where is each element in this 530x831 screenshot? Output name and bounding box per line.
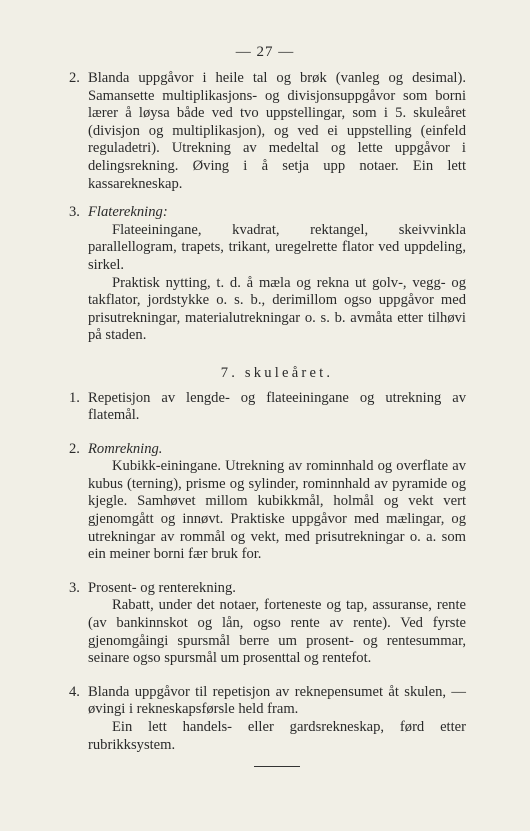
section-heading: 7. skuleåret. [220,364,334,381]
item-paragraph: Rabatt, under det notaer, forteneste og tap, assuranse, rente (av bankinnskot og lån, ogso rente av rente). Ved fyrste gjenomgåingi spursmål berre um prosent- og rentesummar, seinare ogso spursmål um prosenttal og rentefot. [88,597,466,667]
item-text: Repetisjon av lengde- og flateeiningane og utrekning av flatemål. [88,389,466,424]
item-number: 3. [69,204,80,221]
list-item-6-3 [69,204,466,345]
page-number: — 27 — [235,44,295,60]
item-paragraph: Kubikk-einingane. Utrekning av rominnhald og overflate av kubus (terning), prisme og sylinder, rominnhald av pyramide og kjegle. Samhøvet millom kubikkmål, holmål og vekt vert gjenomgått og innøvt. Praktiske uppgåvor med mælingar, og utrekningar av rommål og vekt, med prisutrekningar o. a. som ein meiner borni fær bruk for. [88,458,466,563]
item-number: 2. [69,440,80,457]
item-number: 1. [69,389,80,406]
item-number: 4. [69,683,80,700]
item-paragraph: Ein lett handels- eller gardsrekneskap, førd etter rubrikksystem. [88,719,466,753]
list-item-7-3 [69,579,466,668]
item-title: Romrekning. [88,440,163,457]
item-number: 2. [69,70,80,86]
item-paragraph: Praktisk nytting, t. d. å mæla og rekna ut golv-, vegg- og takflator, jordstykke o. s. b., derimillom ogso uppgåvor med prisutrekningar, materialutrekningar o. s. b. avmåta etter tilhøvi på staden. [88,274,466,344]
item-text: Blanda uppgåvor i heile tal og brøk (vanleg og desimal). Samansette multiplikasjons- og divisjonsuppgåvor som borni lærer å løysa både ved tvo uppstellingar, som i 5. skuleåret (divisjon og multiplikasjon), og ved ei uppstelling (einfeld reguladetri). Utrekning av medeltal og lette uppgåvor i delingsrekning. Øving i å setja upp notaer. Ein lett kassarekneskap. [88,70,466,192]
list-item-7-4 [69,683,466,754]
page-content [69,70,466,767]
item-paragraph: Blanda uppgåvor til repetisjon av reknepensumet åt skulen, — øvingi i rekneskapsførsle held fram. [88,683,466,718]
end-rule [254,766,300,767]
item-title: Prosent- og renterekning. [88,579,236,596]
list-item-7-1 [69,389,466,425]
item-paragraph: Flateeiningane, kvadrat, rektangel, skeivvinkla parallellogram, trapets, trikant, uregelrette flator ved uppdeling, sirkel. [88,221,466,273]
list-item-6-2 [69,70,466,193]
item-number: 3. [69,579,80,596]
list-item-7-2 [69,440,466,564]
item-title: Flaterekning: [88,204,168,221]
